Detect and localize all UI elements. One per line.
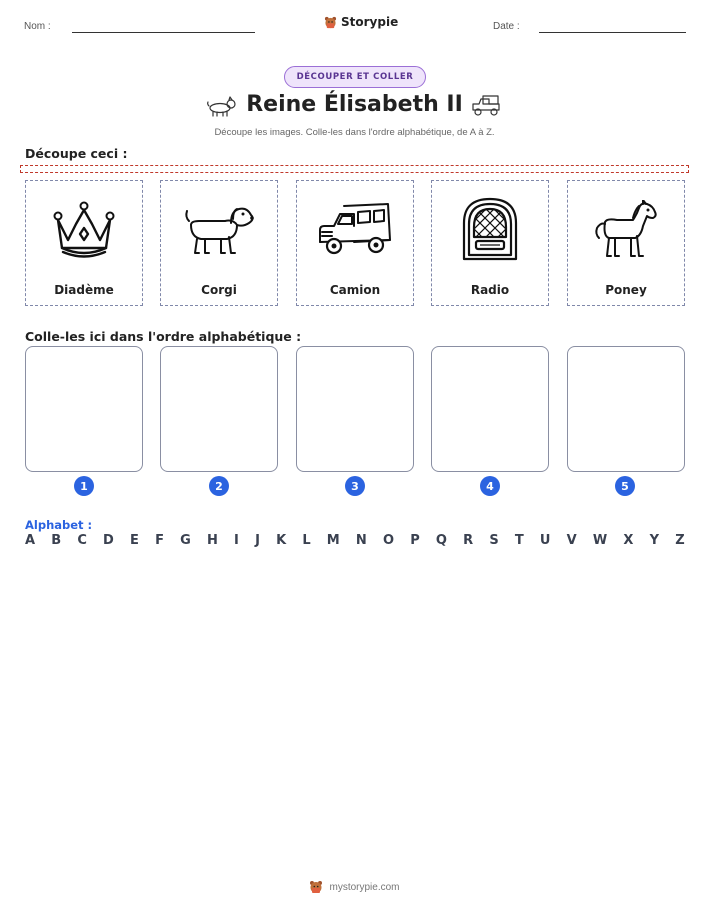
- alphabet-letter: G: [180, 533, 191, 548]
- cut-card-corgi[interactable]: [160, 180, 278, 306]
- paste-heading: Colle-les ici dans l'ordre alphabétique :: [25, 329, 302, 344]
- card-label: Poney: [605, 283, 647, 297]
- alphabet-letter: W: [592, 533, 608, 548]
- truck-icon: [314, 200, 396, 262]
- crown-icon: [48, 198, 120, 264]
- slot-number: 2: [209, 476, 229, 496]
- date-field[interactable]: [539, 32, 686, 33]
- alphabet-letter: T: [514, 533, 524, 548]
- cut-heading: Découpe ceci :: [25, 146, 128, 161]
- alphabet-letter: H: [206, 533, 218, 548]
- cut-card-camion[interactable]: [296, 180, 414, 306]
- alphabet-letter: K: [276, 533, 287, 548]
- cut-card-diademe[interactable]: [25, 180, 143, 306]
- alphabet-letter: L: [302, 533, 311, 548]
- paste-slot-3[interactable]: [296, 346, 414, 472]
- alphabet-letter: Y: [649, 533, 660, 548]
- alphabet-letter: E: [130, 533, 139, 548]
- bear-icon: [324, 16, 337, 29]
- alphabet-letter: R: [463, 533, 474, 548]
- activity-badge: DÉCOUPER ET COLLER: [284, 66, 426, 88]
- date-label: Date :: [493, 21, 520, 32]
- slot-number: 4: [480, 476, 500, 496]
- slot-number: 5: [615, 476, 635, 496]
- truck-small-icon: [469, 94, 503, 118]
- alphabet-label: Alphabet :: [25, 518, 93, 532]
- card-label: Radio: [470, 283, 510, 297]
- alphabet-letter: S: [489, 533, 499, 548]
- card-label: Camion: [329, 283, 381, 297]
- alphabet-row: [25, 533, 685, 548]
- alphabet-letter: P: [410, 533, 420, 548]
- alphabet-letter: N: [355, 533, 367, 548]
- cut-card-radio[interactable]: [431, 180, 549, 306]
- brand-logo: [324, 15, 398, 29]
- card-label: Diadème: [54, 283, 114, 297]
- alphabet-letter: V: [566, 533, 577, 548]
- card-label: Corgi: [201, 283, 237, 297]
- cut-card-poney[interactable]: [567, 180, 685, 306]
- alphabet-letter: J: [255, 533, 260, 548]
- instructions: Découpe les images. Colle-les dans l'ordre alphabétique, de A à Z.: [214, 127, 495, 138]
- alphabet-letter: Q: [435, 533, 447, 548]
- dog-icon: [181, 201, 257, 261]
- alphabet-letter: Z: [675, 533, 685, 548]
- alphabet-letter: F: [155, 533, 164, 548]
- brand-name: Storypie: [341, 15, 399, 29]
- paste-slot-1[interactable]: [25, 346, 143, 472]
- alphabet-letter: M: [326, 533, 340, 548]
- footer-url[interactable]: mystorypie.com: [329, 881, 400, 893]
- alphabet-letter: U: [539, 533, 551, 548]
- alphabet-letter: X: [623, 533, 634, 548]
- alphabet-letter: C: [77, 533, 87, 548]
- alphabet-letter: O: [382, 533, 395, 548]
- alphabet-letter: I: [234, 533, 239, 548]
- alphabet-letter: A: [25, 533, 36, 548]
- footer: [0, 880, 709, 894]
- paste-slot-2[interactable]: [160, 346, 278, 472]
- name-field[interactable]: [72, 32, 255, 33]
- alphabet-letter: D: [103, 533, 114, 548]
- paste-slot-5[interactable]: [567, 346, 685, 472]
- bear-icon: [309, 880, 323, 894]
- pony-icon: [591, 200, 661, 262]
- radio-icon: [458, 197, 522, 265]
- slot-number: 1: [74, 476, 94, 496]
- alphabet-letter: B: [51, 533, 62, 548]
- name-label: Nom :: [24, 21, 51, 32]
- slot-number: 3: [345, 476, 365, 496]
- paste-slot-4[interactable]: [431, 346, 549, 472]
- cut-line: [20, 165, 689, 173]
- page-title: Reine Élisabeth II: [246, 92, 463, 117]
